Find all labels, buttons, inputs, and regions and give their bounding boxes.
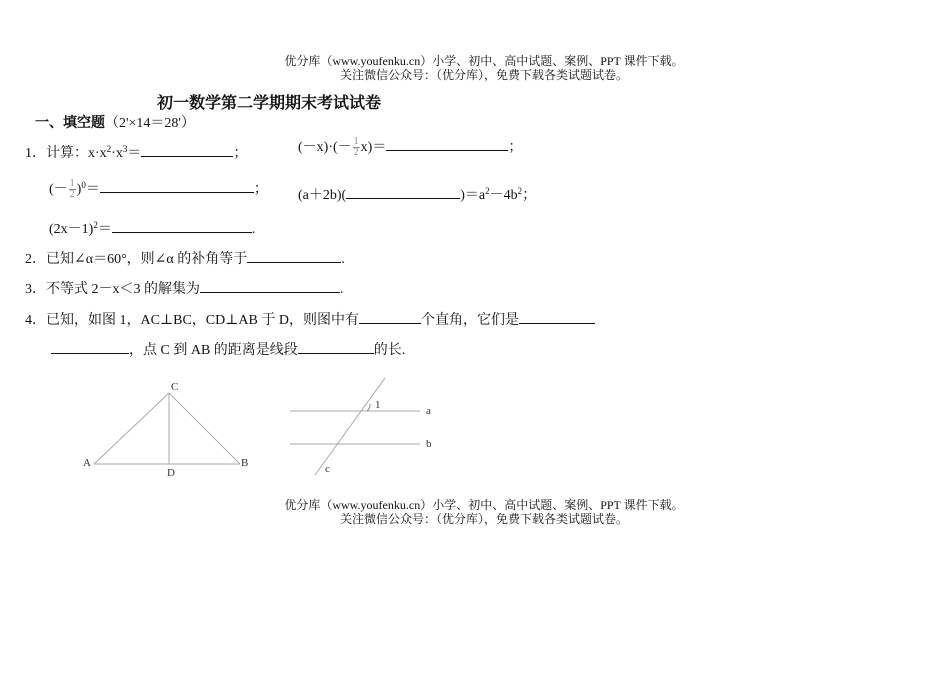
question-text: 不等式 2－x＜3 的解集为 xyxy=(46,282,200,297)
header-line-2: 关注微信公众号：（优分库），免费下载各类试题试卷。 xyxy=(339,68,628,82)
answer-blank[interactable] xyxy=(51,341,129,354)
segment-bc xyxy=(169,393,240,464)
figure-1-triangle xyxy=(75,375,265,485)
question-1-part-b xyxy=(298,136,522,158)
section-label: 一、填空题 xyxy=(35,115,105,131)
question-1-part-d xyxy=(298,184,536,204)
equals: ＝ xyxy=(85,182,100,197)
footer-line-1: 优分库（www.youfenku.cn）小学、初中、高中试题、案例、PPT 课件下载。 xyxy=(284,498,684,512)
question-text: ，点 C 到 AB 的距离是线段 xyxy=(129,343,298,358)
expr-text: (－ xyxy=(49,182,68,197)
line-c xyxy=(315,378,385,475)
angle-1-arc xyxy=(367,404,370,411)
answer-blank[interactable] xyxy=(359,311,421,324)
question-text: 的长. xyxy=(373,343,406,358)
question-4-line-1 xyxy=(25,309,595,329)
separator: . xyxy=(341,252,345,267)
exponent: 2 xyxy=(106,144,112,154)
expr-text: (－x)·(－ xyxy=(298,140,352,155)
figure-2-parallel-lines xyxy=(285,375,445,480)
answer-blank[interactable] xyxy=(386,138,508,151)
label-a: A xyxy=(83,457,91,469)
label-angle-1: 1 xyxy=(375,399,381,411)
question-text: 已知，如图 1，AC⊥BC，CD⊥AB 于 D，则图中有 xyxy=(46,313,359,328)
fraction-numerator: 1 xyxy=(353,136,359,148)
expr-base: ·x xyxy=(111,146,123,161)
label-b: b xyxy=(426,438,432,450)
question-4-line-2 xyxy=(51,339,405,359)
label-c: c xyxy=(325,463,330,475)
expr-text: ) xyxy=(76,182,82,197)
answer-blank[interactable] xyxy=(141,144,233,157)
question-1-part-e xyxy=(49,218,255,238)
segment-ac xyxy=(94,393,169,464)
separator: ； xyxy=(253,182,268,197)
answer-blank[interactable] xyxy=(519,311,595,324)
question-3 xyxy=(25,278,344,298)
separator: ； xyxy=(522,188,537,203)
answer-blank[interactable] xyxy=(200,280,340,293)
question-text: 计算： xyxy=(46,146,88,161)
page-title: 初一数学第二学期期末考试试卷 xyxy=(157,93,382,112)
fraction-numerator: 1 xyxy=(69,178,75,190)
exponent: 3 xyxy=(122,144,128,154)
expr-text: －4b xyxy=(489,188,518,203)
separator: ； xyxy=(508,140,523,155)
label-a: a xyxy=(426,405,431,417)
equals: ＝ xyxy=(127,146,142,161)
question-1-part-c xyxy=(49,178,268,200)
footer-line-2: 关注微信公众号：（优分库），免费下载各类试题试卷。 xyxy=(339,512,628,526)
answer-blank[interactable] xyxy=(100,180,254,193)
question-number: 2． xyxy=(25,252,46,267)
section-heading xyxy=(35,112,195,132)
expr-text: (2x－1) xyxy=(49,222,94,237)
equals: ＝ xyxy=(97,222,112,237)
label-c: C xyxy=(171,381,179,393)
question-text: 已知∠α＝60°，则∠α 的补角等于 xyxy=(46,252,248,267)
answer-blank[interactable] xyxy=(112,220,252,233)
exponent: 2 xyxy=(517,186,523,196)
section-score: （2'×14＝28'） xyxy=(105,116,195,131)
answer-blank[interactable] xyxy=(247,250,341,263)
header-line-1: 优分库（www.youfenku.cn）小学、初中、高中试题、案例、PPT 课件下载。 xyxy=(284,54,684,68)
expr-text: x)＝ xyxy=(360,140,387,155)
fraction-denominator: 2 xyxy=(69,189,75,201)
separator: . xyxy=(340,282,344,297)
exponent: 2 xyxy=(485,186,490,196)
label-b: B xyxy=(241,457,249,469)
exponent: 0 xyxy=(81,180,86,190)
fraction xyxy=(353,137,360,158)
question-number: 1． xyxy=(25,146,46,161)
question-2 xyxy=(25,248,345,268)
exponent: 2 xyxy=(93,220,98,230)
label-d: D xyxy=(167,467,175,479)
expr-text: (a＋2b)( xyxy=(298,188,347,203)
fraction xyxy=(69,179,76,200)
separator: ； xyxy=(233,146,248,161)
separator: . xyxy=(251,222,256,237)
question-number: 3． xyxy=(25,282,46,297)
answer-blank[interactable] xyxy=(346,186,460,199)
expr-base: x·x xyxy=(88,146,107,161)
expr-text: )＝a xyxy=(460,188,486,203)
question-number: 4． xyxy=(25,313,46,328)
question-text: 个直角，它们是 xyxy=(420,313,519,328)
question-1-part-a xyxy=(25,142,247,162)
answer-blank[interactable] xyxy=(298,341,374,354)
fraction-denominator: 2 xyxy=(353,147,359,159)
